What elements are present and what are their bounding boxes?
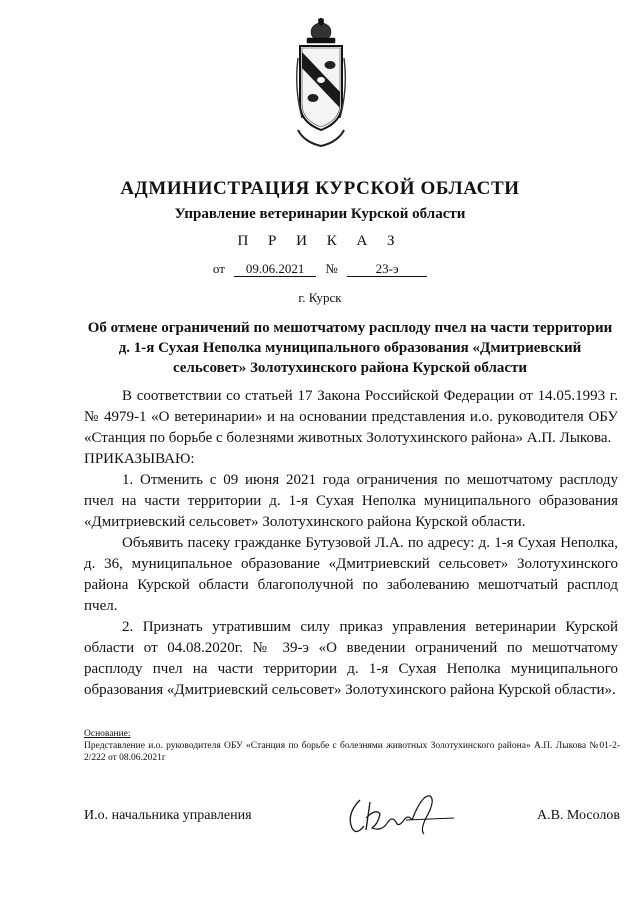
date-prefix: от [212,261,225,276]
basis-text: Представление и.о. руководителя ОБУ «Станция по борьбе с болезнями животных Золотухинского района» А.П. Лыкова №01-2-2/222 от 08.06.2021г [84,741,620,763]
item-1-note-paragraph: Объявить пасеку гражданке Бутузовой Л.А. по адресу: д. 1-я Сухая Неполка, д. 36, муниципальное образование «Дмитриевский сельсовет» Золотухинского района Курской области благополучной по заболеванию мешотчатый расплод пчел. [84,535,618,614]
department-name: Управление ветеринарии Курской области [174,206,466,222]
item-1-paragraph: 1. Отменить с 09 июня 2021 года ограничения по мешотчатому расплоду пчел на части территории д. 1-я Сухая Неполка муниципального образования «Дмитриевский сельсовет» Золотухинского района Курской области. [84,472,618,530]
order-subject: Об отмене ограничений по мешотчатому расплоду пчел на части территории д. 1-я Сухая Неполка муниципального образования «Дмитриевский сельсовет» Золотухинского района Курской области [87,320,613,376]
order-body [84,386,618,701]
item-2-paragraph: 2. Признать утратившим силу приказ управления ветеринарии Курской области от 04.08.2020г. № 39-э «О введении ограничений по мешотчатому расплоду пчел на части территории д. 1-я Сухая Неполка муниципального образования «Дмитриевский сельсовет» Золотухинского района Курской области». [84,619,618,698]
order-number: 23-э [347,262,427,277]
kursk-coat-of-arms-icon [294,18,348,150]
signatory-name: А.В. Мосолов [536,808,620,823]
intro-paragraph: В соответствии со статьей 17 Закона Российской Федерации от 14.05.1993 г. № 4979-1 «О ветеринарии» и на основании представления и.о. руководителя ОБУ «Станция по борьбе с болезнями животных Золотухинского района» А.П. Лыкова. [84,388,618,446]
signatory-position: И.о. начальника управления [84,808,252,823]
city: г. Курск [298,290,342,305]
basis-block [84,728,620,764]
date-number-line [0,261,640,277]
order-word: ПРИКАЗЫВАЮ: [84,451,195,467]
order-date: 09.06.2021 [234,262,316,277]
organization-title: АДМИНИСТРАЦИЯ КУРСКОЙ ОБЛАСТИ [120,178,520,199]
handwritten-signature-icon [342,790,458,840]
document-type: П Р И К А З [237,233,403,249]
basis-label: Основание: [84,729,131,739]
number-prefix: № [325,261,338,276]
